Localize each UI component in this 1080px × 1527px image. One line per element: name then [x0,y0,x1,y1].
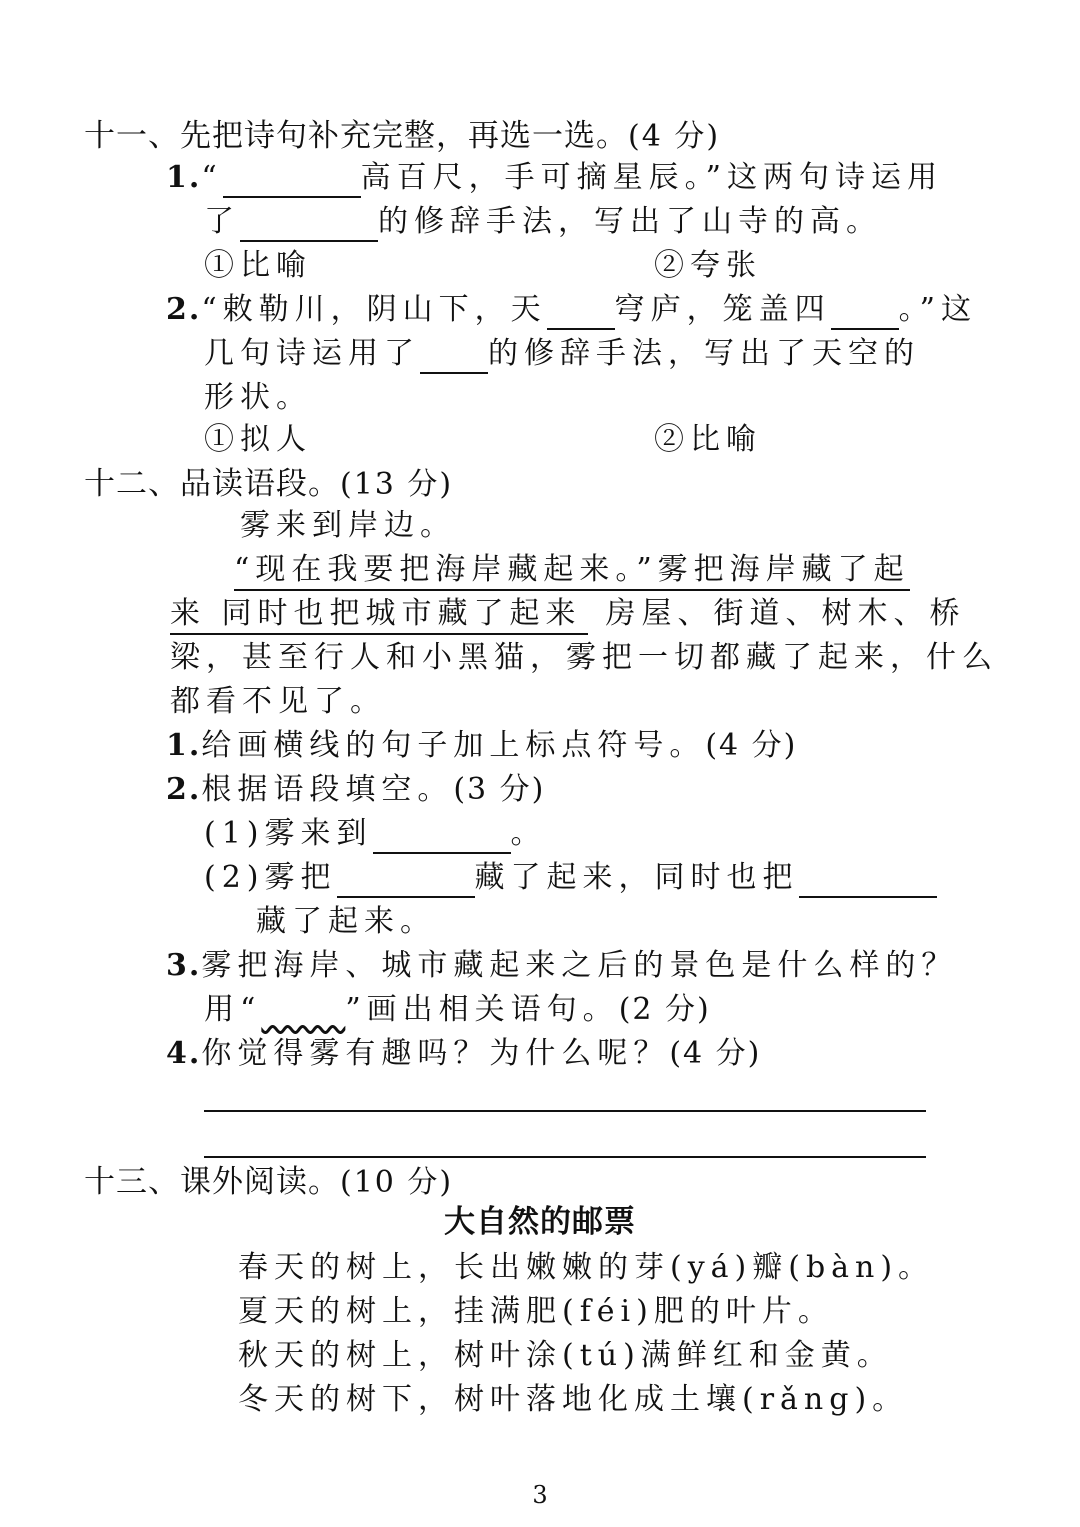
s11-q2-text-c: 。”这 [898,292,978,327]
s11-q1-blank-1[interactable] [223,162,361,198]
s11-q1-text-b: 高百尺，手可摘星辰。”这两句诗运用 [360,160,944,195]
s12-q3-text-a: 用“ [204,992,262,1027]
s12-q4 [166,1034,761,1074]
s13-poem-line: 秋天的树上，树叶涂(tú)满鲜红和金黄。 [238,1338,893,1373]
s11-q2-option-2[interactable]: ②比喻 [654,422,762,457]
s11-q1-blank-2[interactable] [240,206,378,242]
s12-passage-text-c: 房屋、街道、树木、桥 [605,596,966,631]
s11-q2-blank-1[interactable] [547,294,615,330]
s12-q2-blank-2[interactable] [337,862,475,898]
s11-q1-text-a: “ [201,160,223,195]
s13-poem-line: 夏天的树上，挂满肥(féi)肥的叶片。 [238,1294,834,1329]
s12-passage-line1: 雾来到岸边。 [240,508,456,543]
s11-q1-text-d: 的修辞手法，写出了山寺的高。 [378,204,882,239]
s12-q4-answer-line-2[interactable] [204,1156,926,1158]
s11-q2-blank-2[interactable] [831,294,899,330]
s12-q4-text: 你觉得雾有趣吗？为什么呢？ [201,1036,670,1071]
s12-q3-number: 3. [166,948,202,983]
s12-q2 [166,770,545,810]
s12-q2-sub2-text-a: (2)雾把 [204,860,337,895]
s12-q2-sub1-text-b: 。 [510,816,547,851]
s12-q2-sub2-text-b: 藏了起来，同时也把 [474,860,799,895]
section-12-title: 十二、品读语段。 [84,466,340,502]
s12-q2-points: (3 分) [453,772,546,807]
s12-q3-points: (2 分) [618,992,711,1027]
s13-poem-title: 大自然的邮票 [444,1204,636,1240]
s11-q1-option-2[interactable]: ②夸张 [654,248,762,283]
s12-q3 [166,946,957,986]
s12-q4-points: (4 分) [669,1036,762,1071]
s12-passage-line4: 梁，甚至行人和小黑猫，雾把一切都藏了起来，什么 [170,640,998,675]
s12-passage-line5: 都看不见了。 [170,684,386,719]
section-12-heading [84,464,453,505]
s12-q2-sub1 [204,814,547,854]
s12-q3-line2 [204,990,711,1030]
s12-q2-sub2 [204,858,937,898]
s11-q2-line3: 形状。 [204,380,312,415]
s12-q1-number: 1. [166,728,202,763]
s12-q2-text: 根据语段填空。 [201,772,454,807]
s11-q2-line1 [166,290,977,330]
s11-q2-text-b: 穹庐，笼盖四 [614,292,831,327]
s11-q1-line1 [166,158,943,198]
s11-q2-text-a: “敕勒川，阴山下，天 [201,292,547,327]
s12-q2-number: 2. [166,772,202,807]
s12-q1-text: 给画横线的句子加上标点符号。 [201,728,706,763]
page-number: 3 [532,1481,548,1509]
s11-q1-option-1[interactable]: ①比喻 [204,248,312,283]
section-11-points: (4 分) [628,119,721,154]
s11-q2-text-e: 的修辞手法，写出了天空的 [488,336,920,371]
s12-q3-wavy-mark [261,992,345,1027]
s12-passage-line2 [234,550,910,590]
section-13-points: (10 分) [340,1165,454,1200]
s13-poem-line: 冬天的树下，树叶落地化成土壤(rǎng)。 [238,1382,909,1417]
s11-q2-number: 2. [166,292,202,327]
s12-q2-blank-3[interactable] [799,862,937,898]
s12-q3-text-b: ”画出相关语句。 [345,992,619,1027]
s12-q4-number: 4. [166,1036,202,1071]
s13-poem-line: 春天的树上，长出嫩嫩的芽(yá)瓣(bàn)。 [238,1250,935,1285]
s12-q4-answer-line-1[interactable] [204,1110,926,1112]
s12-q1 [166,726,797,766]
section-13-title: 十三、课外阅读。 [84,1164,340,1200]
s12-q2-sub2-line2: 藏了起来。 [256,904,436,939]
section-13-heading [84,1162,453,1203]
section-11-heading [84,116,720,157]
s11-q2-blank-3[interactable] [420,338,488,374]
s12-q2-blank-1[interactable] [373,818,511,854]
s12-passage-line3 [170,594,966,634]
s12-underlined-a: “现在我要把海岸藏起来。”雾把海岸藏了起 [234,552,910,591]
s12-underlined-b: 来 同时也把城市藏了起来 [170,596,588,635]
s11-q2-option-1[interactable]: ①拟人 [204,422,312,457]
s11-q2-line2 [204,334,920,374]
section-11-title: 十一、先把诗句补充完整，再选一选。 [84,118,628,154]
s11-q1-line2 [204,202,882,242]
s11-q1-number: 1. [166,160,202,195]
s12-q2-sub1-text-a: (1)雾来到 [204,816,373,851]
s11-q1-text-c: 了 [204,204,240,239]
s12-q1-points: (4 分) [705,728,798,763]
section-12-points: (13 分) [340,467,454,502]
s11-q2-text-d: 几句诗运用了 [204,336,420,371]
s12-q3-text: 雾把海岸、城市藏起来之后的景色是什么样的？ [201,948,958,983]
